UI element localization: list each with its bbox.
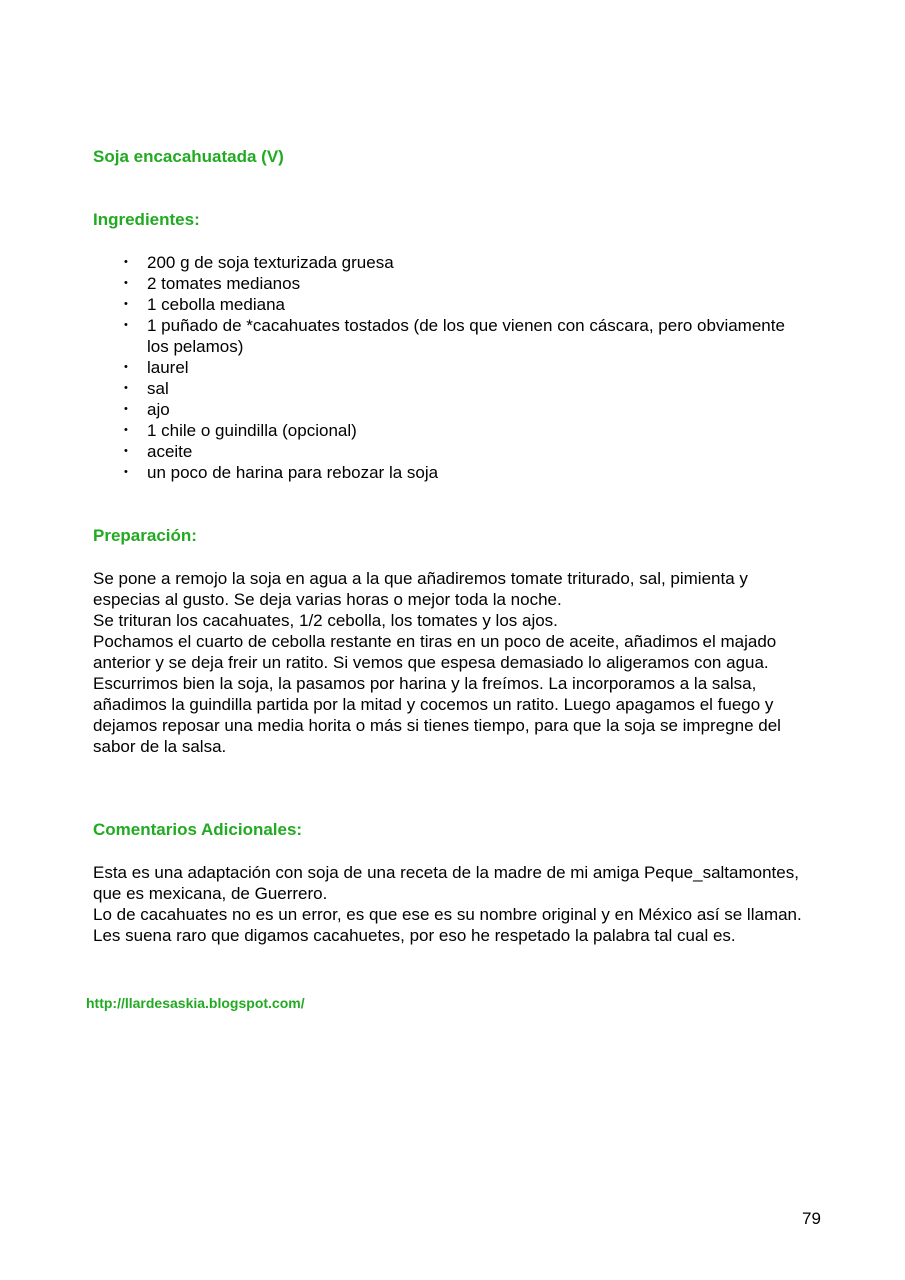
blog-link[interactable]: http://llardesaskia.blogspot.com/	[86, 995, 305, 1011]
comments-heading: Comentarios Adicionales:	[93, 820, 303, 839]
bullet-icon: •	[124, 298, 128, 310]
recipe-title: Soja encacahuatada (V)	[93, 147, 284, 166]
bullet-icon: •	[124, 382, 128, 394]
preparation-paragraph: Pochamos el cuarto de cebolla restante en tiras en un poco de aceite, añadimos el majado anterior y se deja freir un ratito. Si vemos que espesa demasiado lo aligeramos con agua.	[93, 632, 777, 672]
ingredient-item: • sal	[124, 379, 169, 398]
bullet-icon: •	[124, 466, 128, 478]
ingredient-item: • laurel	[124, 358, 189, 377]
bullet-icon: •	[124, 256, 128, 268]
bullet-icon: •	[124, 445, 128, 457]
ingredient-item: • 2 tomates medianos	[124, 274, 301, 293]
ingredient-item: • 1 chile o guindilla (opcional)	[124, 421, 357, 440]
ingredients-heading: Ingredientes:	[93, 210, 200, 229]
ingredient-item: • 1 cebolla mediana	[124, 295, 285, 314]
comments-paragraph: Esta es una adaptación con soja de una receta de la madre de mi amiga Peque_saltamontes, que es mexicana, de Guerrero.	[93, 863, 799, 903]
ingredient-item: • ajo	[124, 400, 170, 419]
bullet-icon: •	[124, 424, 128, 436]
ingredient-item: • aceite	[124, 442, 193, 461]
comments-paragraph: Lo de cacahuates no es un error, es que ese es su nombre original y en México así se llaman. Les suena raro que digamos cacahuetes, por eso he respetado la palabra tal cual es.	[93, 905, 802, 945]
ingredient-item: • un poco de harina para rebozar la soja	[124, 463, 439, 482]
preparation-heading: Preparación:	[93, 526, 197, 545]
page-number: 79	[802, 1209, 821, 1228]
ingredient-item: • 200 g de soja texturizada gruesa	[124, 253, 394, 272]
preparation-text	[93, 568, 818, 757]
ingredient-item: • 1 puñado de *cacahuates tostados (de los que vienen con cáscara, pero obviamente los pelamos)	[124, 316, 785, 356]
comments-text	[93, 862, 818, 946]
bullet-icon: •	[124, 319, 128, 331]
bullet-icon: •	[124, 277, 128, 289]
preparation-paragraph: Se pone a remojo la soja en agua a la que añadiremos tomate triturado, sal, pimienta y especias al gusto. Se deja varias horas o mejor toda la noche.	[93, 569, 748, 609]
preparation-paragraph: Escurrimos bien la soja, la pasamos por harina y la freímos. La incorporamos a la salsa, añadimos la guindilla partida por la mitad y cocemos un ratito. Luego apagamos el fuego y dejamos reposar una media horita o más si tienes tiempo, para que la soja se impregne del sabor de la salsa.	[93, 674, 781, 756]
ingredients-list	[93, 252, 793, 483]
bullet-icon: •	[124, 361, 128, 373]
preparation-paragraph: Se trituran los cacahuates, 1/2 cebolla, los tomates y los ajos.	[93, 611, 558, 630]
bullet-icon: •	[124, 403, 128, 415]
